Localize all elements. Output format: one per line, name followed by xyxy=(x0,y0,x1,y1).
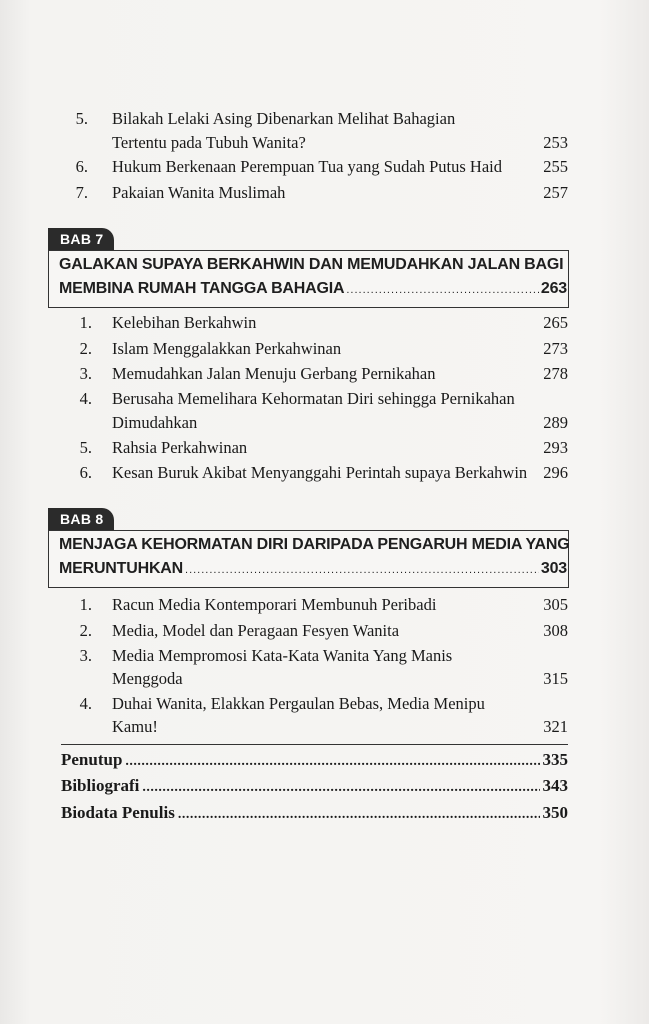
entry-number: 2. xyxy=(79,621,92,640)
entry-number: 7. xyxy=(75,183,88,202)
entry-page: 321 xyxy=(543,717,568,736)
entry-title: Pakaian Wanita Muslimah xyxy=(112,183,286,202)
chapter-page: 303 xyxy=(540,560,567,577)
entry-number: 4. xyxy=(79,389,92,408)
entry-title: Rahsia Perkahwinan xyxy=(112,438,248,457)
chapter-title-line1: MENJAGA KEHORMATAN DIRI DARIPADA PENGARUH MEDIA YANG xyxy=(59,536,570,553)
chapter-title-line1: GALAKAN SUPAYA BERKAHWIN DAN MEMUDAHKAN JALAN BAGI xyxy=(59,256,564,273)
chapter-heading xyxy=(48,250,569,308)
entry-number: 1. xyxy=(79,595,92,614)
dot-leader xyxy=(346,284,539,296)
entry-title: Hukum Berkenaan Perempuan Tua yang Sudah Putus Haid xyxy=(112,157,502,176)
entry-page: 289 xyxy=(543,413,568,432)
dot-leader xyxy=(185,564,539,576)
dot-leader xyxy=(142,780,539,796)
entry-title: Bilakah Lelaki Asing Dibenarkan Melihat Bahagian xyxy=(112,109,456,128)
entry-title: Islam Menggalakkan Perkahwinan xyxy=(112,339,342,358)
entry-page: 253 xyxy=(543,133,568,152)
chapter-page: 263 xyxy=(540,280,567,297)
endmatter-entry xyxy=(61,776,568,796)
entry-title: Media Mempromosi Kata-Kata Wanita Yang Manis xyxy=(112,646,453,665)
chapter-tab: BAB 7 xyxy=(48,228,114,250)
endmatter-entry xyxy=(61,750,568,770)
entry-title: Menggoda xyxy=(112,669,183,688)
entry-title: Berusaha Memelihara Kehormatan Diri sehingga Pernikahan xyxy=(112,389,515,408)
entry-page: 305 xyxy=(543,595,568,614)
entry-number: 2. xyxy=(79,339,92,358)
endmatter-page: 335 xyxy=(542,750,568,769)
entry-page: 257 xyxy=(543,183,568,202)
entry-page: 308 xyxy=(543,621,568,640)
entry-number: 3. xyxy=(79,364,92,383)
entry-title: Duhai Wanita, Elakkan Pergaulan Bebas, Media Menipu xyxy=(112,694,485,713)
endmatter-title: Biodata Penulis xyxy=(61,803,175,822)
entry-number: 4. xyxy=(79,694,92,713)
dot-leader xyxy=(125,754,539,770)
entry-page: 265 xyxy=(543,313,568,332)
entry-number: 1. xyxy=(79,313,92,332)
entry-page: 293 xyxy=(543,438,568,457)
chapter-heading xyxy=(48,530,569,588)
endmatter-entry xyxy=(61,803,568,823)
entry-number: 5. xyxy=(75,109,88,128)
entry-number: 3. xyxy=(79,646,92,665)
entry-title: Kesan Buruk Akibat Menyanggahi Perintah supaya Berkahwin xyxy=(112,463,528,482)
endmatter-title: Bibliografi xyxy=(61,776,140,795)
chapter-tab: BAB 8 xyxy=(48,508,114,530)
entry-page: 315 xyxy=(543,669,568,688)
entry-title: Dimudahkan xyxy=(112,413,198,432)
entry-title: Memudahkan Jalan Menuju Gerbang Pernikahan xyxy=(112,364,436,383)
chapter-title-line2: MEMBINA RUMAH TANGGA BAHAGIA xyxy=(59,280,345,297)
entry-title: Kamu! xyxy=(112,717,158,736)
entry-title: Tertentu pada Tubuh Wanita? xyxy=(112,133,306,152)
entry-title: Media, Model dan Peragaan Fesyen Wanita xyxy=(112,621,400,640)
entry-page: 296 xyxy=(543,463,568,482)
divider-rule xyxy=(61,744,568,745)
chapter-title-line2: MERUNTUHKAN xyxy=(59,560,184,577)
endmatter-page: 343 xyxy=(542,776,568,795)
dot-leader xyxy=(178,807,540,823)
entry-title: Racun Media Kontemporari Membunuh Peribadi xyxy=(112,595,437,614)
entry-page: 278 xyxy=(543,364,568,383)
entry-page: 255 xyxy=(543,157,568,176)
entry-title: Kelebihan Berkahwin xyxy=(112,313,257,332)
entry-page: 273 xyxy=(543,339,568,358)
endmatter-page: 350 xyxy=(542,803,568,822)
endmatter-title: Penutup xyxy=(61,750,123,769)
entry-number: 6. xyxy=(75,157,88,176)
entry-number: 6. xyxy=(79,463,92,482)
entry-number: 5. xyxy=(79,438,92,457)
